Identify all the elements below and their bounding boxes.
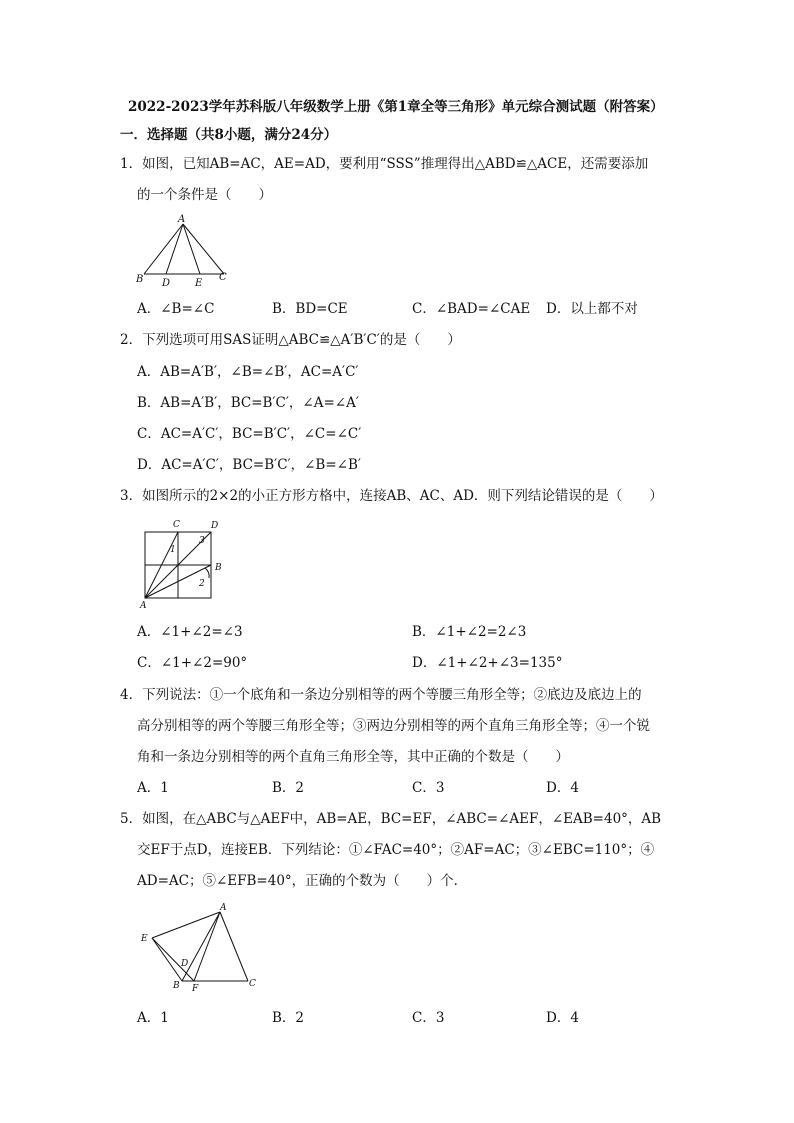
question-3-figure — [135, 512, 235, 612]
question-5-option-b: B．2 — [272, 1010, 305, 1026]
document-title: 2022-2023学年苏科版八年级数学上册《第1章全等三角形》单元综合测试题（附答案） — [128, 99, 664, 115]
fig3-label-b: B — [215, 563, 222, 573]
question-3-stem: 3．如图所示的2×2的小正方形方格中，连接AB、AC、AD．则下列结论错误的是（ ） — [120, 488, 663, 504]
question-4-stem-line-2: 高分别相等的两个等腰三角形全等；③两边分别相等的两个直角三角形全等；④一个锐 — [137, 718, 650, 734]
question-2-option-b: B．AB=A′B′，BC=B′C′，∠A=∠A′ — [137, 395, 359, 411]
fig3-label-a: A — [140, 601, 147, 611]
question-5-option-d: D．4 — [546, 1010, 579, 1026]
question-3-option-c: C．∠1+∠2=90° — [137, 655, 248, 671]
question-1-option-b: B．BD=CE — [272, 301, 348, 317]
fig5-label-e: E — [141, 934, 148, 944]
question-4-option-a: A．1 — [137, 780, 169, 796]
question-3-option-b: B．∠1+∠2=2∠3 — [412, 624, 527, 640]
question-1-figure — [130, 210, 240, 290]
question-3-option-d: D．∠1+∠2+∠3=135° — [412, 655, 563, 671]
question-4-stem-line-3: 角和一条边分别相等的两个直角三角形全等，其中正确的个数是（ ） — [137, 749, 569, 765]
question-2-option-c: C．AC=A′C′，BC=B′C′，∠C=∠C′ — [137, 426, 362, 442]
fig5-label-d: D — [181, 959, 189, 969]
question-4-stem-line-1: 4．下列说法：①一个底角和一条边分别相等的两个等腰三角形全等；②底边及底边上的 — [120, 687, 642, 703]
question-2-option-d: D．AC=A′C′，BC=B′C′，∠B=∠B′ — [137, 457, 361, 473]
question-3-option-a: A．∠1+∠2=∠3 — [137, 624, 243, 640]
fig3-label-3: 3 — [199, 536, 205, 546]
question-5-option-c: C．3 — [412, 1010, 445, 1026]
fig5-label-c: C — [249, 979, 256, 989]
fig3-label-2: 2 — [199, 579, 205, 589]
fig1-label-d: D — [162, 278, 171, 289]
fig3-label-1: 1 — [170, 545, 176, 555]
question-1-stem-line-1: 1．如图，已知AB=AC，AE=AD，要利用“SSS”推理得出△ABD≌△ACE，还需要添加 — [120, 156, 649, 172]
question-1-stem-line-2: 的一个条件是（ ） — [137, 187, 272, 203]
question-5-option-a: A．1 — [137, 1010, 169, 1026]
fig1-label-c: C — [219, 272, 227, 283]
question-1-option-a: A．∠B=∠C — [137, 301, 215, 317]
fig5-label-f: F — [192, 984, 199, 994]
fig1-label-b: B — [136, 274, 144, 285]
question-5-stem-line-3: AD=AC；⑤∠EFB=40°，正确的个数为（ ）个． — [137, 873, 468, 889]
question-2-stem: 2．下列选项可用SAS证明△ABC≌△A′B′C′的是（ ） — [120, 332, 461, 348]
section-heading: 一．选择题（共8小题，满分24分） — [120, 127, 338, 143]
question-2-option-a: A．AB=A′B′，∠B=∠B′，AC=A′C′ — [137, 364, 359, 380]
question-4-option-c: C．3 — [412, 780, 445, 796]
question-1-option-d: D．以上都不对 — [546, 301, 638, 317]
question-5-stem-line-2: 交EF于点D，连接EB．下列结论：①∠FAC=40°；②AF=AC；③∠EBC=110°；④ — [137, 842, 655, 858]
fig5-label-b: B — [173, 981, 180, 991]
fig1-label-a: A — [178, 214, 186, 225]
question-4-option-d: D．4 — [546, 780, 579, 796]
fig5-label-a: A — [220, 903, 227, 913]
question-4-option-b: B．2 — [272, 780, 305, 796]
question-1-option-c: C．∠BAD=∠CAE — [412, 301, 531, 317]
question-5-stem-line-1: 5．如图，在△ABC与△AEF中，AB=AE，BC=EF，∠ABC=∠AEF，∠EAB=40°，AB — [120, 811, 662, 827]
fig3-label-d: D — [211, 521, 219, 531]
fig3-label-c: C — [173, 520, 180, 530]
question-5-figure — [135, 900, 265, 995]
fig1-label-e: E — [195, 278, 203, 289]
